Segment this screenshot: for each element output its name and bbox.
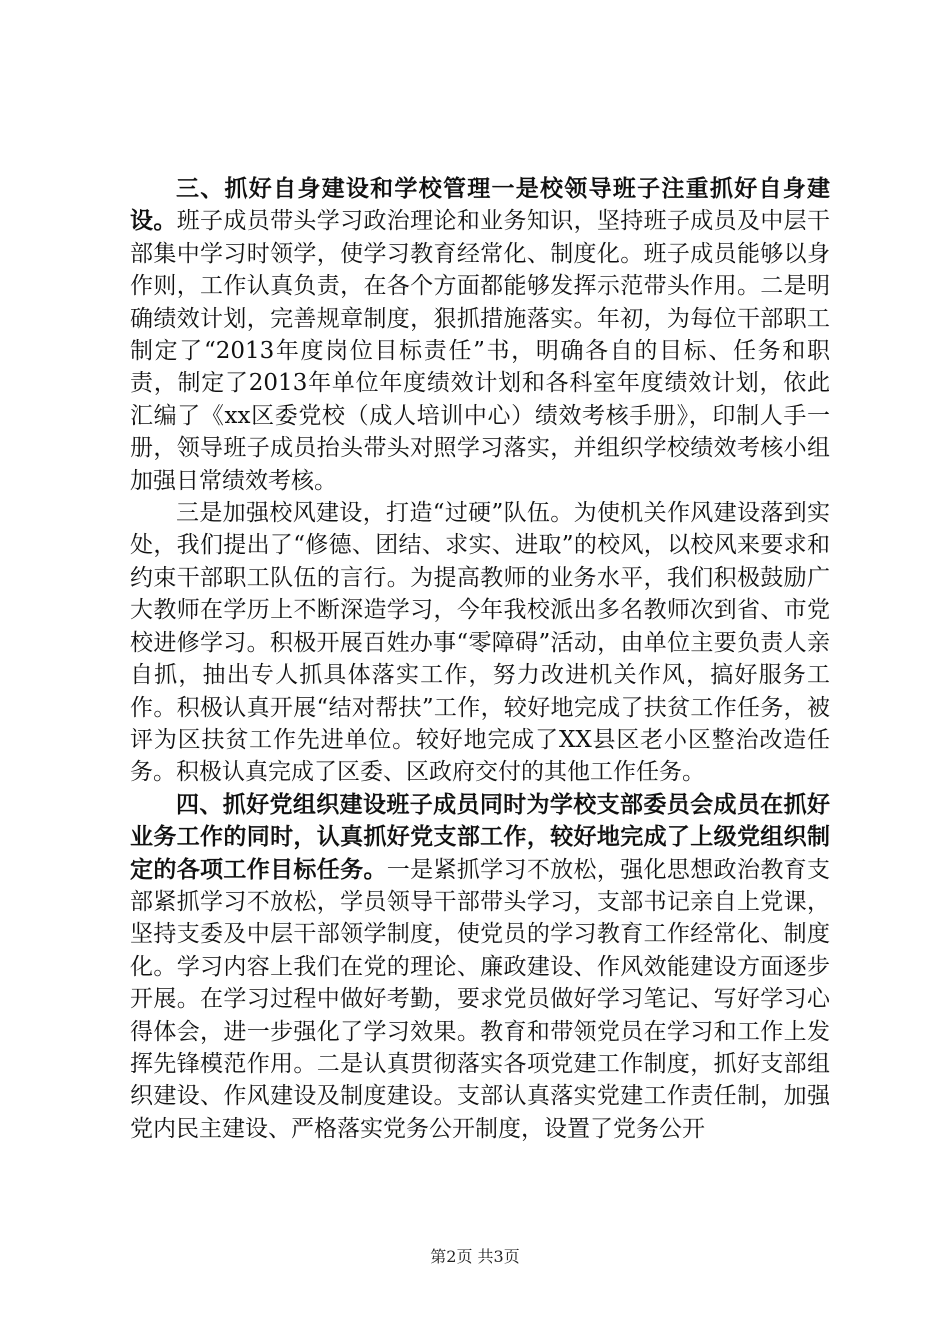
- paragraph-heading: 四、抓好党组织建设班子成员同时为学校支部委员会成员在抓好业务工作的同时，认真抓好党支部工作，较好地完成了上级党组织制定的各项工作目标任务。: [130, 790, 830, 883]
- document-body: [130, 173, 830, 1145]
- paragraph-text: 一是紧抓学习不放松，强化思想政治教育支部紧抓学习不放松，学员领导干部带头学习，支部书记亲自上党课，坚持支委及中层干部领学制度，使党员的学习教育工作经常化、制度化。学习内容上我们在党的理论、廉政建设、作风效能建设方面逐步开展。在学习过程中做好考勤，要求党员做好学习笔记、写好学习心得体会，进一步强化了学习效果。教育和带领党员在学习和工作上发挥先锋模范作用。二是认真贯彻落实各项党建工作制度，抓好支部组织建设、作风建设及制度建设。支部认真落实党建工作责任制，加强党内民主建设、严格落实党务公开制度，设置了党务公开: [130, 856, 831, 1142]
- paragraph-text: 班子成员带头学习政治理论和业务知识，坚持班子成员及中层干部集中学习时领学，使学习教育经常化、制度化。班子成员能够以身作则，工作认真负责，在各个方面都能够发挥示范带头作用。二是明确绩效计划，完善规章制度，狠抓措施落实。年初，为每位干部职工制定了“2013年度岗位目标责任”书，明确各自的目标、任务和职责，制定了2013年单位年度绩效计划和各科室年度绩效计划，依此汇编了《xx区委党校（成人培训中心）绩效考核手册》，印制人手一册，领导班子成员抬头带头对照学习落实，并组织学校绩效考核小组加强日常绩效考核。: [130, 208, 831, 494]
- paragraph-text: 三是加强校风建设，打造“过硬”队伍。为使机关作风建设落到实处，我们提出了“修德、团结、求实、进取”的校风，以校风来要求和约束干部职工队伍的言行。为提高教师的业务水平，我们积极鼓励广大教师在学历上不断深造学习，今年我校派出多名教师次到省、市党校进修学习。积极开展百姓办事“零障碍”活动，由单位主要负责人亲自抓，抽出专人抓具体落实工作，努力改进机关作风，搞好服务工作。积极认真开展“结对帮扶”工作，较好地完成了扶贫工作任务，被评为区扶贫工作先进单位。较好地完成了XX县区老小区整治改造任务。积极认真完成了区委、区政府交付的其他工作任务。: [130, 500, 830, 786]
- paragraph-party-building: [130, 789, 830, 1145]
- page-number-footer: 第2页 共3页: [430, 1247, 520, 1266]
- paragraph-self-building: [130, 173, 830, 497]
- paragraph-heading: 三、抓好自身建设和学校管理一是校领导班子注重抓好自身建设。: [130, 175, 830, 235]
- paragraph-school-style: [130, 497, 830, 789]
